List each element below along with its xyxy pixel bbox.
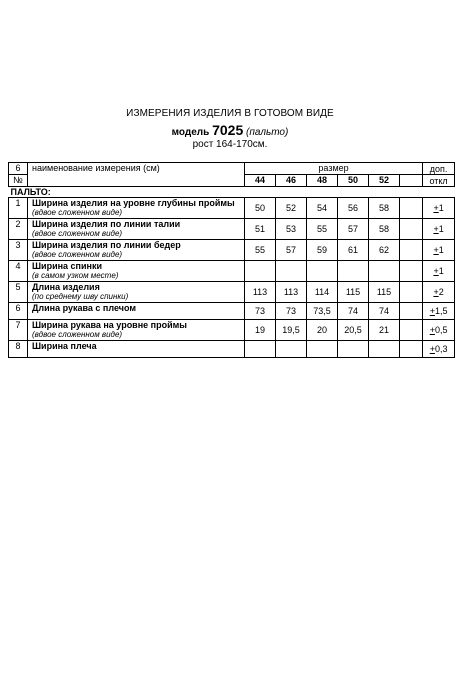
value-size-44: 55: [245, 240, 276, 261]
tolerance-sign: +: [433, 287, 439, 297]
value-size-46: 52: [276, 198, 307, 219]
tolerance-cell: [423, 320, 455, 341]
row-number: 3: [9, 240, 28, 261]
value-size-48: 54: [307, 198, 338, 219]
tolerance-sign: +: [433, 245, 439, 255]
measurement-name: Ширина изделия на уровне глубины проймы: [32, 198, 235, 208]
value-size-50: 115: [338, 282, 369, 303]
spacer-cell: [400, 240, 423, 261]
value-size-48: 20: [307, 320, 338, 341]
value-size-52: 74: [369, 303, 400, 320]
value-size-46: 19,5: [276, 320, 307, 341]
value-size-44: [245, 341, 276, 358]
measurement-cell: [28, 282, 245, 303]
spacer-cell: [400, 282, 423, 303]
measurement-name: Ширина изделия по линии бедер: [32, 240, 181, 250]
table-row: [9, 320, 455, 341]
value-size-44: 73: [245, 303, 276, 320]
measurement-name: Ширина спинки: [32, 261, 102, 271]
size-header-48: 48: [307, 175, 338, 187]
header-num-bottom: №: [9, 175, 28, 187]
tolerance-cell: [423, 240, 455, 261]
table-row: [9, 198, 455, 219]
size-header-50: 50: [338, 175, 369, 187]
spacer-cell: [400, 261, 423, 282]
measurement-note: (вдвое сложенном виде): [32, 208, 123, 217]
table-row: [9, 240, 455, 261]
header-measurement-name: наименование измерения (см): [28, 163, 245, 187]
tolerance-cell: [423, 198, 455, 219]
measurement-note: (вдвое сложенном виде): [32, 229, 123, 238]
value-size-48: 114: [307, 282, 338, 303]
tolerance-sign: +: [433, 224, 439, 234]
model-number: 7025: [212, 122, 244, 138]
value-size-48: 59: [307, 240, 338, 261]
row-number: 5: [9, 282, 28, 303]
measurement-cell: [28, 303, 245, 320]
value-size-46: [276, 261, 307, 282]
value-size-50: 56: [338, 198, 369, 219]
tolerance-value: 1: [438, 245, 444, 255]
measurement-name: Ширина плеча: [32, 341, 97, 351]
header-tolerance-top: доп.: [423, 163, 455, 175]
value-size-52: 58: [369, 198, 400, 219]
value-size-50: 74: [338, 303, 369, 320]
tolerance-sign: +: [433, 203, 439, 213]
row-number: 6: [9, 303, 28, 320]
measurement-cell: [28, 240, 245, 261]
tolerance-sign: +: [429, 344, 435, 354]
garment-type: (пальто): [246, 127, 289, 138]
table-row: [9, 341, 455, 358]
row-number: 2: [9, 219, 28, 240]
tolerance-sign: +: [429, 306, 435, 316]
tolerance-value: 1: [438, 266, 444, 276]
measurement-name: Длина изделия: [32, 282, 100, 292]
tolerance-value: 0,3: [434, 344, 448, 354]
row-number: 1: [9, 198, 28, 219]
value-size-50: [338, 261, 369, 282]
tolerance-sign: +: [433, 266, 439, 276]
value-size-52: 58: [369, 219, 400, 240]
table-row: [9, 261, 455, 282]
tolerance-value: 2: [438, 287, 444, 297]
measurement-name: Ширина изделия по линии талии: [32, 219, 181, 229]
value-size-46: [276, 341, 307, 358]
measurement-name: Длина рукава с плечом: [32, 303, 137, 313]
height-range: рост 164-170см.: [192, 139, 268, 150]
measurement-note: (вдвое сложенном виде): [32, 330, 123, 339]
header-tolerance-bottom: откл: [423, 175, 455, 187]
measurement-cell: [28, 261, 245, 282]
value-size-48: [307, 341, 338, 358]
size-header-52: 52: [369, 175, 400, 187]
header-num-top: 6: [9, 163, 28, 175]
value-size-44: 19: [245, 320, 276, 341]
value-size-44: 50: [245, 198, 276, 219]
tolerance-cell: [423, 341, 455, 358]
value-size-50: 20,5: [338, 320, 369, 341]
size-header-empty: [400, 175, 423, 187]
header-size: размер: [245, 163, 423, 175]
value-size-50: [338, 341, 369, 358]
table-row: [9, 303, 455, 320]
tolerance-cell: [423, 261, 455, 282]
value-size-46: 73: [276, 303, 307, 320]
value-size-46: 57: [276, 240, 307, 261]
measurement-name: Ширина рукава на уровне проймы: [32, 320, 187, 330]
table-row: [9, 282, 455, 303]
measurement-note: (вдвое сложенном виде): [32, 250, 123, 259]
model-line: [0, 122, 460, 138]
tolerance-cell: [423, 219, 455, 240]
measurement-cell: [28, 320, 245, 341]
spacer-cell: [400, 198, 423, 219]
document-title: ИЗМЕРЕНИЯ ИЗДЕЛИЯ В ГОТОВОМ ВИДЕ: [126, 108, 334, 119]
table-row: [9, 219, 455, 240]
value-size-48: 73,5: [307, 303, 338, 320]
tolerance-sign: +: [429, 325, 435, 335]
section-title: ПАЛЬТО:: [9, 187, 455, 198]
measurement-note: (в самом узком месте): [32, 271, 119, 280]
spacer-cell: [400, 320, 423, 341]
value-size-52: 62: [369, 240, 400, 261]
value-size-46: 113: [276, 282, 307, 303]
value-size-44: [245, 261, 276, 282]
value-size-46: 53: [276, 219, 307, 240]
spacer-cell: [400, 303, 423, 320]
measurements-table: [8, 162, 455, 358]
value-size-52: [369, 341, 400, 358]
value-size-48: [307, 261, 338, 282]
spacer-cell: [400, 219, 423, 240]
measurement-cell: [28, 198, 245, 219]
tolerance-value: 0,5: [434, 325, 448, 335]
model-label: модель: [171, 127, 210, 138]
tolerance-value: 1: [438, 203, 444, 213]
measurement-note: (по среднему шву спинки): [32, 292, 129, 301]
measurement-cell: [28, 341, 245, 358]
tolerance-value: 1: [438, 224, 444, 234]
row-number: 4: [9, 261, 28, 282]
size-header-44: 44: [245, 175, 276, 187]
value-size-44: 51: [245, 219, 276, 240]
spacer-cell: [400, 341, 423, 358]
row-number: 8: [9, 341, 28, 358]
value-size-44: 113: [245, 282, 276, 303]
value-size-48: 55: [307, 219, 338, 240]
size-header-46: 46: [276, 175, 307, 187]
value-size-50: 61: [338, 240, 369, 261]
value-size-52: 21: [369, 320, 400, 341]
value-size-50: 57: [338, 219, 369, 240]
tolerance-cell: [423, 282, 455, 303]
tolerance-cell: [423, 303, 455, 320]
value-size-52: 115: [369, 282, 400, 303]
value-size-52: [369, 261, 400, 282]
tolerance-value: 1,5: [434, 306, 448, 316]
row-number: 7: [9, 320, 28, 341]
measurement-cell: [28, 219, 245, 240]
